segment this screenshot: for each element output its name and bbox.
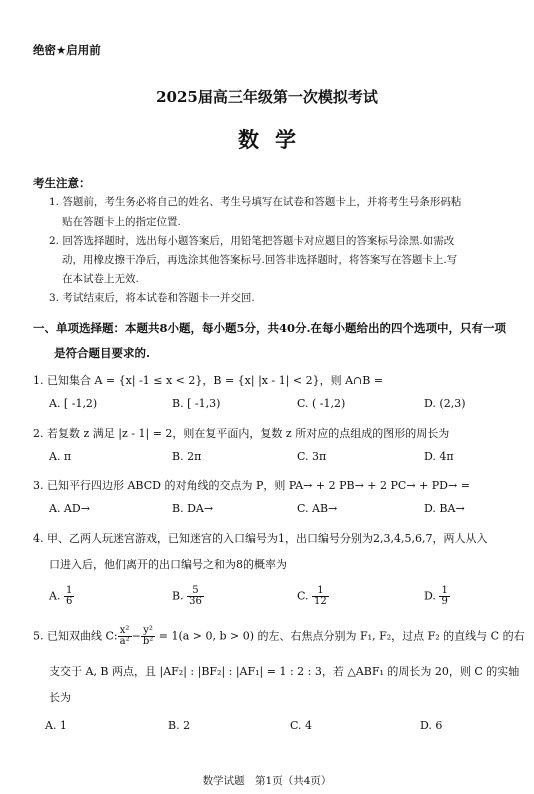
q2-option-a: A. π bbox=[49, 450, 72, 463]
fraction: $\frac{\text{y²}}{\text{b²}}$ bbox=[142, 625, 154, 647]
q5-option-d: D. 6 bbox=[420, 719, 443, 732]
subject-title: 数学 bbox=[238, 127, 312, 152]
notice-line: 2. 回答选择题时，选出每小题答案后，用铅笔把答题卡对应题目的答案标号涂黑.如需改 bbox=[49, 235, 455, 247]
q2-option-b: B. 2π bbox=[172, 450, 202, 463]
question-5-stem-cont2: 长为 bbox=[49, 691, 71, 704]
question-4-stem-cont: 口进入后，他们离开的出口编号之和为8的概率为 bbox=[49, 558, 287, 571]
notice-line: 动，用橡皮擦干净后，再选涂其他答案标号.回答非选择题时，将答案写在答题卡上.写 bbox=[62, 254, 458, 266]
q2-option-c: C. 3π bbox=[297, 450, 327, 463]
question-3-stem: 3. 已知平行四边形 ABCD 的对角线的交点为 P，则 PA→ + 2 PB→ + 2 PC→ + PD→ = bbox=[33, 479, 470, 492]
question-4-stem: 4. 甲、乙两人玩迷宫游戏，已知迷宫的入口编号为1，出口编号分别为2,3,4,5,6,7，两人从入 bbox=[33, 532, 488, 545]
q4-option-c: C. $\frac{1}{12}$ bbox=[297, 585, 327, 607]
notice-line: 1. 答题前，考生务必将自己的姓名、考生号填写在试卷和答题卡上，并将考生号条形码粘 bbox=[49, 196, 462, 208]
q2-option-d: D. 4π bbox=[424, 450, 454, 463]
question-2-stem: 2. 若复数 z 满足 |z - 1| = 2，则在复平面内，复数 z 所对应的点组成的图形的周长为 bbox=[33, 427, 450, 440]
question-1-stem: 1. 已知集合 A = {x| -1 ≤ x < 2}，B = {x| |x - 1| < 2}，则 A∩B = bbox=[33, 374, 384, 387]
question-5-stem-cont: 支交于 A, B 两点，且 |AF₂| : |BF₂| : |AF₁| = 1 : 2 : 3，若 △ABF₁ 的周长为 20，则 C 的实轴 bbox=[49, 665, 520, 678]
fraction: $\frac{1}{12}$ bbox=[314, 585, 327, 607]
notice-line: 贴在答题卡上的指定位置. bbox=[62, 216, 181, 228]
fraction: $\frac{\text{x²}}{\text{a²}}$ bbox=[119, 625, 130, 647]
q3-option-b: B. DA→ bbox=[172, 502, 214, 515]
q1-option-d: D. (2,3) bbox=[424, 397, 466, 410]
question-5-stem: 5. 已知双曲线 C: $\frac{\text{x²}}{\text{a²}}$ − $\frac{\text{y²}}{\text{b²}}$ = 1(a > 0, b > 0) 的左、右焦点分别为 F₁, F₂，过点 F₂ 的直线与 C 的右 bbox=[33, 625, 525, 647]
secret-label: 绝密★启用前 bbox=[33, 43, 101, 57]
notice-line: 3. 考试结束后，将本试卷和答题卡一并交回. bbox=[49, 292, 255, 304]
exam-title: 2025届高三年级第一次模拟考试 bbox=[156, 88, 378, 106]
q5-option-b: B. 2 bbox=[168, 719, 191, 732]
notice-heading: 考生注意： bbox=[33, 176, 91, 190]
q3-option-c: C. AB→ bbox=[297, 502, 338, 515]
q1-option-c: C. ( -1,2) bbox=[297, 397, 346, 410]
fraction: $\frac{1}{6}$ bbox=[65, 585, 73, 607]
q1-option-a: A. [ -1,2) bbox=[49, 397, 98, 410]
section-heading: 一、单项选择题：本题共8小题，每小题5分，共40分.在每小题给出的四个选项中，只有一项 bbox=[33, 321, 507, 335]
q3-option-a: A. AD→ bbox=[49, 502, 90, 515]
q5-option-a: A. 1 bbox=[45, 719, 67, 732]
q4-option-a: A. $\frac{1}{6}$ bbox=[49, 585, 73, 607]
fraction: $\frac{1}{9}$ bbox=[441, 585, 448, 607]
section-heading-cont: 是符合题目要求的. bbox=[54, 346, 151, 360]
notice-line: 在本试卷上无效. bbox=[62, 273, 139, 285]
q1-option-b: B. [ -1,3) bbox=[172, 397, 221, 410]
q3-option-d: D. BA→ bbox=[424, 502, 465, 515]
fraction: $\frac{5}{36}$ bbox=[189, 585, 202, 607]
q4-option-d: D. $\frac{1}{9}$ bbox=[424, 585, 448, 607]
q5-option-c: C. 4 bbox=[290, 719, 313, 732]
page-footer: 数学试题 第1页（共4页） bbox=[202, 775, 332, 787]
q4-option-b: B. $\frac{5}{36}$ bbox=[172, 585, 202, 607]
